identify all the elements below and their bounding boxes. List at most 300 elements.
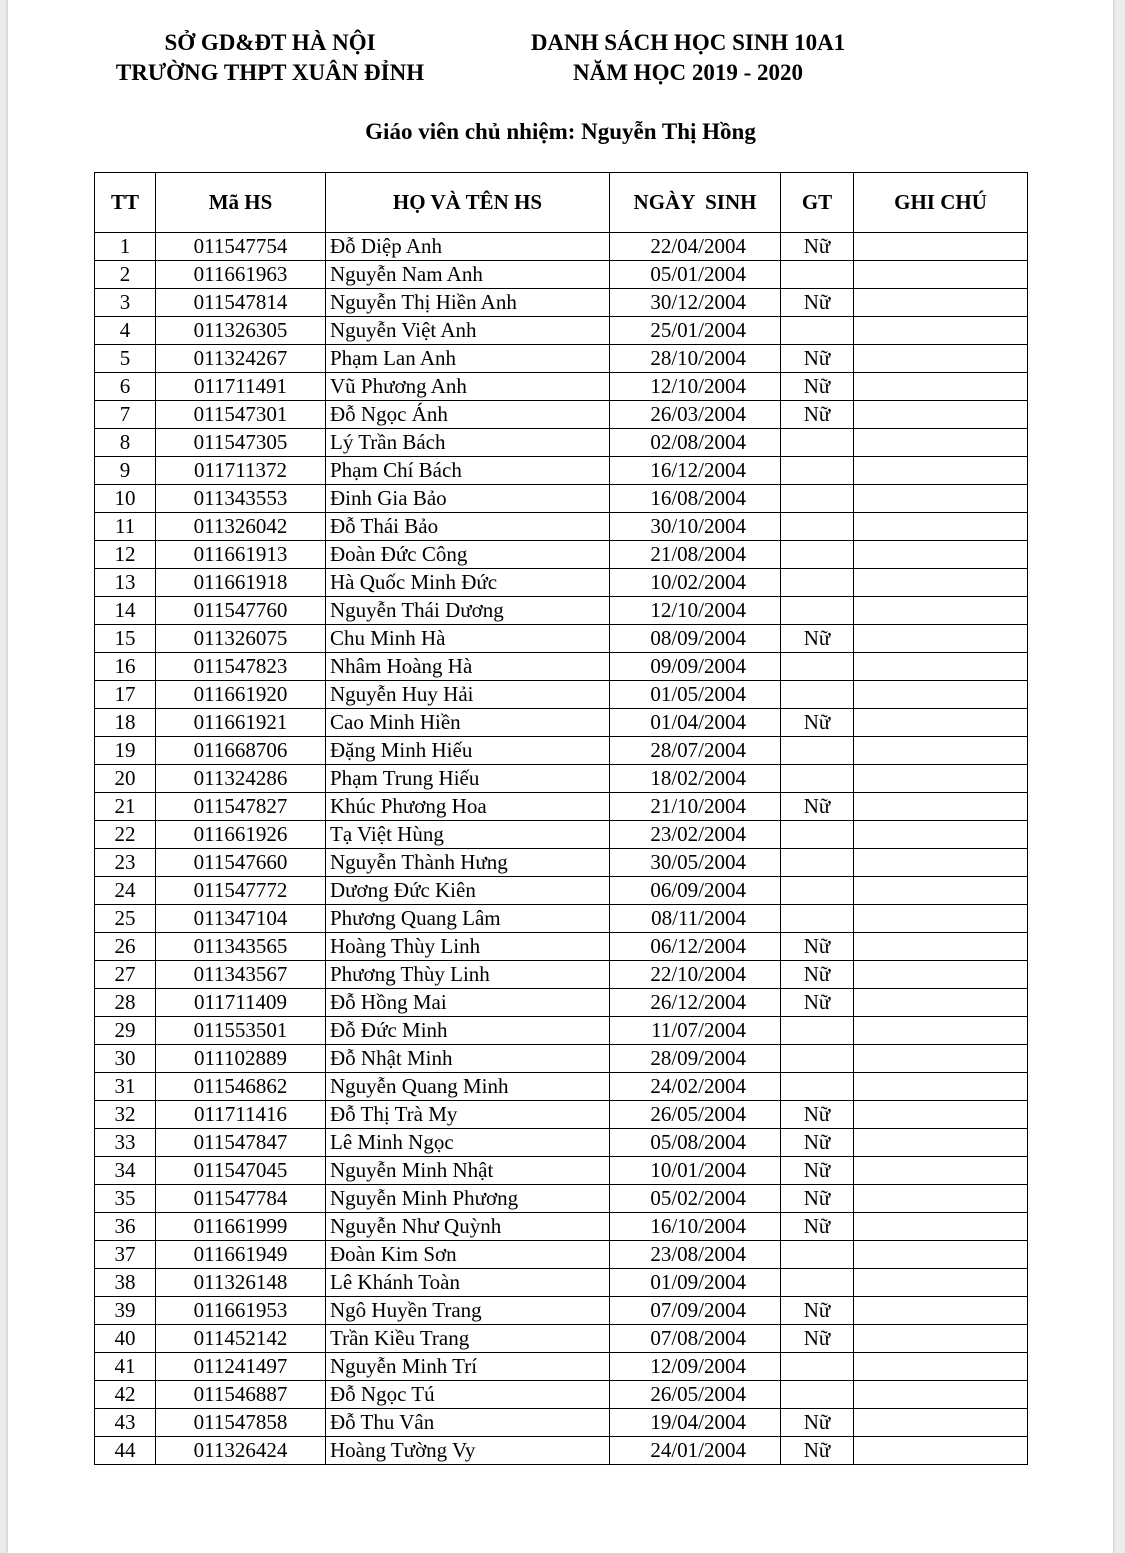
date-of-birth-cell: 05/08/2004 (610, 1129, 781, 1157)
note-cell (854, 1045, 1028, 1073)
row-number-cell: 4 (95, 317, 156, 345)
row-number-cell: 37 (95, 1241, 156, 1269)
row-number-cell: 26 (95, 933, 156, 961)
student-id-cell: 011547823 (156, 653, 326, 681)
note-cell (854, 261, 1028, 289)
student-id-cell: 011668706 (156, 737, 326, 765)
student-id-cell: 011661953 (156, 1297, 326, 1325)
date-of-birth-cell: 06/09/2004 (610, 877, 781, 905)
student-id-cell: 011711416 (156, 1101, 326, 1129)
date-of-birth-cell: 06/12/2004 (610, 933, 781, 961)
note-cell (854, 1381, 1028, 1409)
student-id-cell: 011661921 (156, 709, 326, 737)
note-cell (854, 1129, 1028, 1157)
student-name-cell: Nguyễn Minh Trí (326, 1353, 610, 1381)
gender-cell (781, 1073, 854, 1101)
note-cell (854, 401, 1028, 429)
table-row (95, 905, 1028, 933)
row-number-cell: 31 (95, 1073, 156, 1101)
student-id-cell: 011547660 (156, 849, 326, 877)
table-row (95, 625, 1028, 653)
student-id-cell: 011661963 (156, 261, 326, 289)
table-row (95, 1213, 1028, 1241)
table-row (95, 1297, 1028, 1325)
note-cell (854, 765, 1028, 793)
gender-cell: Nữ (781, 1129, 854, 1157)
table-row (95, 793, 1028, 821)
note-cell (854, 1437, 1028, 1465)
date-of-birth-cell: 12/09/2004 (610, 1353, 781, 1381)
table-row (95, 1381, 1028, 1409)
row-number-cell: 10 (95, 485, 156, 513)
student-name-cell: Nhâm Hoàng Hà (326, 653, 610, 681)
table-row (95, 317, 1028, 345)
gender-cell (781, 877, 854, 905)
column-header-student-id: Mã HS (156, 173, 326, 233)
student-id-cell: 011711491 (156, 373, 326, 401)
gender-cell: Nữ (781, 289, 854, 317)
gender-cell: Nữ (781, 933, 854, 961)
student-id-cell: 011452142 (156, 1325, 326, 1353)
row-number-cell: 5 (95, 345, 156, 373)
student-id-cell: 011343567 (156, 961, 326, 989)
document-page (8, 0, 1113, 1553)
student-name-cell: Đỗ Ngọc Tú (326, 1381, 610, 1409)
row-number-cell: 14 (95, 597, 156, 625)
student-name-cell: Khúc Phương Hoa (326, 793, 610, 821)
table-row (95, 1045, 1028, 1073)
student-id-cell: 011661999 (156, 1213, 326, 1241)
date-of-birth-cell: 23/08/2004 (610, 1241, 781, 1269)
table-row (95, 877, 1028, 905)
student-id-cell: 011661920 (156, 681, 326, 709)
row-number-cell: 18 (95, 709, 156, 737)
row-number-cell: 3 (95, 289, 156, 317)
date-of-birth-cell: 05/02/2004 (610, 1185, 781, 1213)
student-name-cell: Nguyễn Minh Phương (326, 1185, 610, 1213)
date-of-birth-cell: 01/09/2004 (610, 1269, 781, 1297)
table-row (95, 961, 1028, 989)
gender-cell (781, 1017, 854, 1045)
student-id-cell: 011343553 (156, 485, 326, 513)
row-number-cell: 21 (95, 793, 156, 821)
gender-cell: Nữ (781, 1213, 854, 1241)
student-name-cell: Đỗ Thái Bảo (326, 513, 610, 541)
row-number-cell: 15 (95, 625, 156, 653)
table-row (95, 429, 1028, 457)
date-of-birth-cell: 01/05/2004 (610, 681, 781, 709)
student-name-cell: Nguyễn Như Quỳnh (326, 1213, 610, 1241)
row-number-cell: 2 (95, 261, 156, 289)
date-of-birth-cell: 23/02/2004 (610, 821, 781, 849)
table-row (95, 1017, 1028, 1045)
row-number-cell: 42 (95, 1381, 156, 1409)
gender-cell (781, 905, 854, 933)
student-id-cell: 011661926 (156, 821, 326, 849)
student-name-cell: Chu Minh Hà (326, 625, 610, 653)
table-row (95, 457, 1028, 485)
student-name-cell: Nguyễn Thị Hiền Anh (326, 289, 610, 317)
note-cell (854, 457, 1028, 485)
gender-cell: Nữ (781, 373, 854, 401)
date-of-birth-cell: 07/08/2004 (610, 1325, 781, 1353)
note-cell (854, 849, 1028, 877)
note-cell (854, 1409, 1028, 1437)
gender-cell (781, 653, 854, 681)
student-name-cell: Đặng Minh Hiếu (326, 737, 610, 765)
table-row (95, 401, 1028, 429)
date-of-birth-cell: 10/02/2004 (610, 569, 781, 597)
gender-cell: Nữ (781, 1437, 854, 1465)
student-name-cell: Đinh Gia Bảo (326, 485, 610, 513)
date-of-birth-cell: 08/09/2004 (610, 625, 781, 653)
row-number-cell: 1 (95, 233, 156, 261)
student-name-cell: Đỗ Nhật Minh (326, 1045, 610, 1073)
note-cell (854, 1325, 1028, 1353)
note-cell (854, 681, 1028, 709)
table-row (95, 1241, 1028, 1269)
note-cell (854, 345, 1028, 373)
date-of-birth-cell: 30/10/2004 (610, 513, 781, 541)
date-of-birth-cell: 24/01/2004 (610, 1437, 781, 1465)
note-cell (854, 513, 1028, 541)
row-number-cell: 19 (95, 737, 156, 765)
gender-cell (781, 1045, 854, 1073)
table-row (95, 1409, 1028, 1437)
gender-cell (781, 485, 854, 513)
row-number-cell: 23 (95, 849, 156, 877)
table-row (95, 373, 1028, 401)
student-id-cell: 011347104 (156, 905, 326, 933)
row-number-cell: 39 (95, 1297, 156, 1325)
student-name-cell: Đỗ Diệp Anh (326, 233, 610, 261)
student-id-cell: 011547827 (156, 793, 326, 821)
table-row (95, 933, 1028, 961)
gender-cell (781, 1353, 854, 1381)
student-id-cell: 011324286 (156, 765, 326, 793)
student-name-cell: Cao Minh Hiền (326, 709, 610, 737)
date-of-birth-cell: 28/07/2004 (610, 737, 781, 765)
student-id-cell: 011102889 (156, 1045, 326, 1073)
student-name-cell: Nguyễn Huy Hải (326, 681, 610, 709)
row-number-cell: 22 (95, 821, 156, 849)
date-of-birth-cell: 21/08/2004 (610, 541, 781, 569)
note-cell (854, 737, 1028, 765)
student-name-cell: Phạm Chí Bách (326, 457, 610, 485)
student-id-cell: 011711409 (156, 989, 326, 1017)
student-id-cell: 011326148 (156, 1269, 326, 1297)
gender-cell (781, 849, 854, 877)
student-name-cell: Vũ Phương Anh (326, 373, 610, 401)
table-row (95, 289, 1028, 317)
note-cell (854, 709, 1028, 737)
note-cell (854, 989, 1028, 1017)
column-header-gender: GT (781, 173, 854, 233)
table-row (95, 1353, 1028, 1381)
gender-cell: Nữ (781, 1325, 854, 1353)
note-cell (854, 905, 1028, 933)
table-row (95, 681, 1028, 709)
student-name-cell: Đỗ Thị Trà My (326, 1101, 610, 1129)
student-id-cell: 011547784 (156, 1185, 326, 1213)
gender-cell: Nữ (781, 793, 854, 821)
student-name-cell: Phương Quang Lâm (326, 905, 610, 933)
gender-cell: Nữ (781, 1409, 854, 1437)
student-list-table (94, 172, 1028, 1465)
student-name-cell: Trần Kiều Trang (326, 1325, 610, 1353)
note-cell (854, 1017, 1028, 1045)
column-header-tt: TT (95, 173, 156, 233)
student-name-cell: Đỗ Ngọc Ánh (326, 401, 610, 429)
student-id-cell: 011661949 (156, 1241, 326, 1269)
student-id-cell: 011547814 (156, 289, 326, 317)
note-cell (854, 317, 1028, 345)
gender-cell: Nữ (781, 961, 854, 989)
row-number-cell: 35 (95, 1185, 156, 1213)
date-of-birth-cell: 22/10/2004 (610, 961, 781, 989)
gender-cell (781, 1381, 854, 1409)
table-body (95, 233, 1028, 1465)
school-year: NĂM HỌC 2019 - 2020 (573, 60, 803, 85)
student-id-cell: 011547305 (156, 429, 326, 457)
student-name-cell: Dương Đức Kiên (326, 877, 610, 905)
table-row (95, 1101, 1028, 1129)
student-id-cell: 011326075 (156, 625, 326, 653)
document-title-block (478, 28, 898, 88)
student-id-cell: 011547754 (156, 233, 326, 261)
student-id-cell: 011661913 (156, 541, 326, 569)
table-row (95, 1157, 1028, 1185)
student-id-cell: 011553501 (156, 1017, 326, 1045)
student-name-cell: Nguyễn Quang Minh (326, 1073, 610, 1101)
student-name-cell: Phương Thùy Linh (326, 961, 610, 989)
note-cell (854, 625, 1028, 653)
table-row (95, 485, 1028, 513)
student-id-cell: 011324267 (156, 345, 326, 373)
date-of-birth-cell: 19/04/2004 (610, 1409, 781, 1437)
row-number-cell: 30 (95, 1045, 156, 1073)
date-of-birth-cell: 24/02/2004 (610, 1073, 781, 1101)
note-cell (854, 933, 1028, 961)
note-cell (854, 1353, 1028, 1381)
row-number-cell: 17 (95, 681, 156, 709)
student-id-cell: 011661918 (156, 569, 326, 597)
date-of-birth-cell: 12/10/2004 (610, 597, 781, 625)
date-of-birth-cell: 05/01/2004 (610, 261, 781, 289)
date-of-birth-cell: 21/10/2004 (610, 793, 781, 821)
student-id-cell: 011343565 (156, 933, 326, 961)
student-name-cell: Ngô Huyền Trang (326, 1297, 610, 1325)
gender-cell: Nữ (781, 1297, 854, 1325)
student-id-cell: 011547045 (156, 1157, 326, 1185)
note-cell (854, 1073, 1028, 1101)
date-of-birth-cell: 16/12/2004 (610, 457, 781, 485)
gender-cell (781, 513, 854, 541)
table-row (95, 233, 1028, 261)
row-number-cell: 20 (95, 765, 156, 793)
date-of-birth-cell: 09/09/2004 (610, 653, 781, 681)
gender-cell (781, 821, 854, 849)
table-header-row (95, 173, 1028, 233)
gender-cell: Nữ (781, 401, 854, 429)
column-header-date-of-birth: NGÀY SINH (610, 173, 781, 233)
gender-cell (781, 261, 854, 289)
table-row (95, 1437, 1028, 1465)
row-number-cell: 13 (95, 569, 156, 597)
gender-cell (781, 541, 854, 569)
date-of-birth-cell: 25/01/2004 (610, 317, 781, 345)
student-id-cell: 011546887 (156, 1381, 326, 1409)
date-of-birth-cell: 02/08/2004 (610, 429, 781, 457)
student-name-cell: Hà Quốc Minh Đức (326, 569, 610, 597)
gender-cell: Nữ (781, 345, 854, 373)
gender-cell (781, 429, 854, 457)
student-id-cell: 011326305 (156, 317, 326, 345)
student-id-cell: 011711372 (156, 457, 326, 485)
gender-cell: Nữ (781, 989, 854, 1017)
gender-cell (781, 457, 854, 485)
school-header (90, 28, 450, 88)
table-row (95, 1325, 1028, 1353)
table-row (95, 569, 1028, 597)
note-cell (854, 1241, 1028, 1269)
student-name-cell: Nguyễn Minh Nhật (326, 1157, 610, 1185)
note-cell (854, 485, 1028, 513)
note-cell (854, 1101, 1028, 1129)
row-number-cell: 40 (95, 1325, 156, 1353)
date-of-birth-cell: 26/05/2004 (610, 1381, 781, 1409)
row-number-cell: 29 (95, 1017, 156, 1045)
table-row (95, 849, 1028, 877)
table-row (95, 709, 1028, 737)
row-number-cell: 32 (95, 1101, 156, 1129)
row-number-cell: 33 (95, 1129, 156, 1157)
date-of-birth-cell: 01/04/2004 (610, 709, 781, 737)
gender-cell (781, 1269, 854, 1297)
gender-cell: Nữ (781, 709, 854, 737)
row-number-cell: 11 (95, 513, 156, 541)
note-cell (854, 233, 1028, 261)
gender-cell: Nữ (781, 233, 854, 261)
table-row (95, 653, 1028, 681)
date-of-birth-cell: 12/10/2004 (610, 373, 781, 401)
student-name-cell: Đoàn Kim Sơn (326, 1241, 610, 1269)
student-name-cell: Phạm Lan Anh (326, 345, 610, 373)
date-of-birth-cell: 30/12/2004 (610, 289, 781, 317)
table-row (95, 1129, 1028, 1157)
row-number-cell: 12 (95, 541, 156, 569)
student-name-cell: Tạ Việt Hùng (326, 821, 610, 849)
note-cell (854, 793, 1028, 821)
table-row (95, 1269, 1028, 1297)
gender-cell (781, 1241, 854, 1269)
table-row (95, 1073, 1028, 1101)
date-of-birth-cell: 07/09/2004 (610, 1297, 781, 1325)
table-row (95, 513, 1028, 541)
row-number-cell: 44 (95, 1437, 156, 1465)
date-of-birth-cell: 26/03/2004 (610, 401, 781, 429)
note-cell (854, 1157, 1028, 1185)
homeroom-teacher: Giáo viên chủ nhiệm: Nguyễn Thị Hồng (365, 119, 756, 144)
student-name-cell: Đỗ Hồng Mai (326, 989, 610, 1017)
row-number-cell: 6 (95, 373, 156, 401)
student-name-cell: Lê Khánh Toàn (326, 1269, 610, 1297)
note-cell (854, 429, 1028, 457)
row-number-cell: 8 (95, 429, 156, 457)
note-cell (854, 653, 1028, 681)
student-name-cell: Đỗ Thu Vân (326, 1409, 610, 1437)
note-cell (854, 821, 1028, 849)
table-row (95, 1185, 1028, 1213)
note-cell (854, 1297, 1028, 1325)
column-header-full-name: HỌ VÀ TÊN HS (326, 173, 610, 233)
date-of-birth-cell: 26/05/2004 (610, 1101, 781, 1129)
gender-cell: Nữ (781, 1101, 854, 1129)
row-number-cell: 16 (95, 653, 156, 681)
student-name-cell: Hoàng Tường Vy (326, 1437, 610, 1465)
date-of-birth-cell: 10/01/2004 (610, 1157, 781, 1185)
note-cell (854, 961, 1028, 989)
student-id-cell: 011241497 (156, 1353, 326, 1381)
document-title: DANH SÁCH HỌC SINH 10A1 (530, 30, 846, 55)
row-number-cell: 24 (95, 877, 156, 905)
student-name-cell: Lý Trần Bách (326, 429, 610, 457)
table-row (95, 737, 1028, 765)
date-of-birth-cell: 08/11/2004 (610, 905, 781, 933)
student-id-cell: 011326424 (156, 1437, 326, 1465)
gender-cell (781, 569, 854, 597)
note-cell (854, 1213, 1028, 1241)
date-of-birth-cell: 30/05/2004 (610, 849, 781, 877)
student-id-cell: 011326042 (156, 513, 326, 541)
table-row (95, 989, 1028, 1017)
row-number-cell: 41 (95, 1353, 156, 1381)
note-cell (854, 1269, 1028, 1297)
student-id-cell: 011546862 (156, 1073, 326, 1101)
table-row (95, 765, 1028, 793)
date-of-birth-cell: 28/09/2004 (610, 1045, 781, 1073)
note-cell (854, 1185, 1028, 1213)
row-number-cell: 36 (95, 1213, 156, 1241)
date-of-birth-cell: 16/08/2004 (610, 485, 781, 513)
gender-cell (781, 765, 854, 793)
row-number-cell: 9 (95, 457, 156, 485)
date-of-birth-cell: 18/02/2004 (610, 765, 781, 793)
row-number-cell: 25 (95, 905, 156, 933)
student-name-cell: Đỗ Đức Minh (326, 1017, 610, 1045)
gender-cell: Nữ (781, 625, 854, 653)
note-cell (854, 289, 1028, 317)
gender-cell (781, 737, 854, 765)
row-number-cell: 34 (95, 1157, 156, 1185)
date-of-birth-cell: 28/10/2004 (610, 345, 781, 373)
student-name-cell: Nguyễn Việt Anh (326, 317, 610, 345)
student-name-cell: Hoàng Thùy Linh (326, 933, 610, 961)
table-row (95, 261, 1028, 289)
student-id-cell: 011547760 (156, 597, 326, 625)
date-of-birth-cell: 16/10/2004 (610, 1213, 781, 1241)
row-number-cell: 43 (95, 1409, 156, 1437)
row-number-cell: 27 (95, 961, 156, 989)
school-name: TRƯỜNG THPT XUÂN ĐỈNH (115, 60, 425, 85)
note-cell (854, 597, 1028, 625)
column-header-notes: GHI CHÚ (854, 173, 1028, 233)
date-of-birth-cell: 22/04/2004 (610, 233, 781, 261)
note-cell (854, 373, 1028, 401)
gender-cell: Nữ (781, 1185, 854, 1213)
student-name-cell: Đoàn Đức Công (326, 541, 610, 569)
student-id-cell: 011547847 (156, 1129, 326, 1157)
